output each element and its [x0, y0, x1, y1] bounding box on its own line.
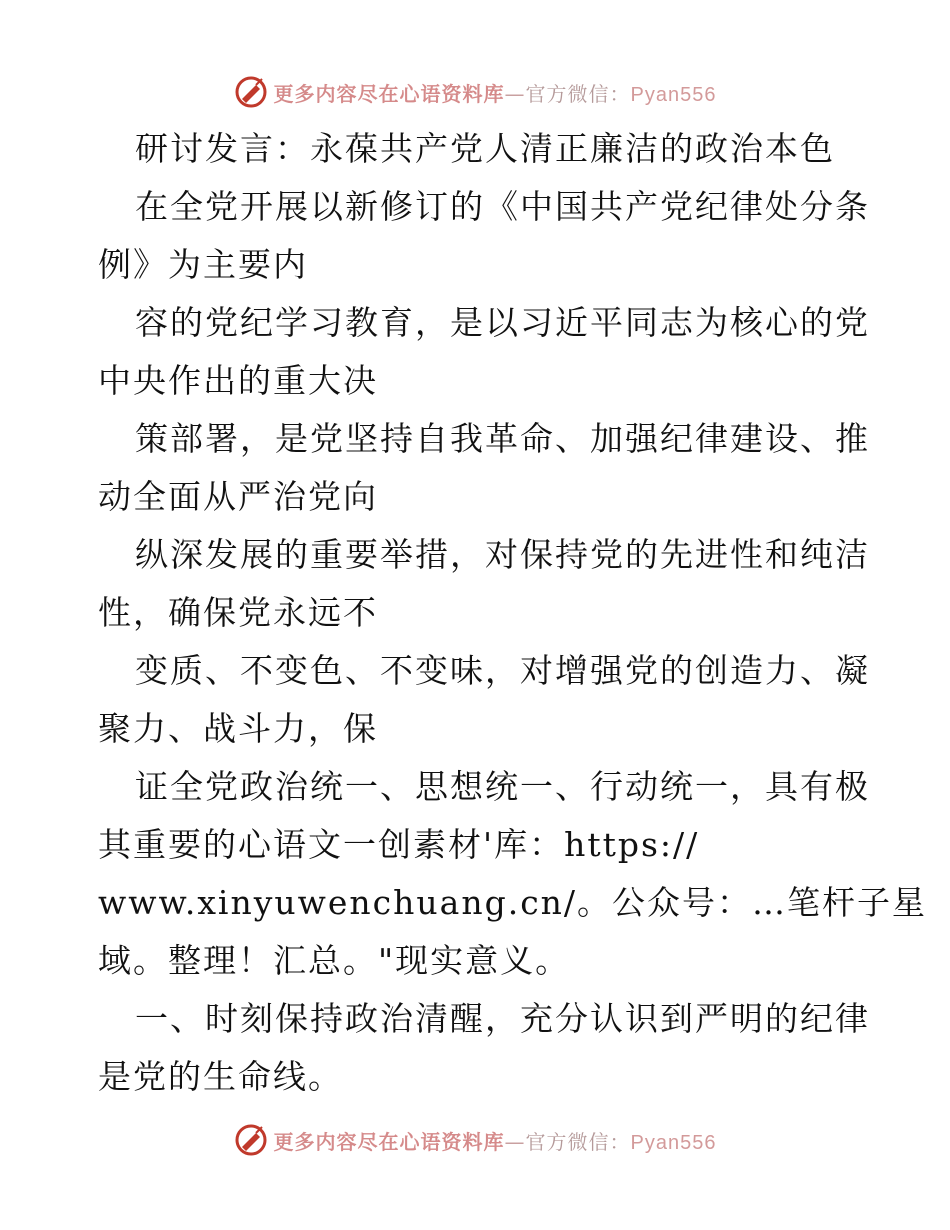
paragraph-line-with-url: www.xinyuwenchuang.cn/。公众号：…笔杆子星 [98, 883, 928, 922]
paragraph-line: 策部署，是党坚持自我革命、加强纪律建设、推 [135, 419, 870, 458]
paragraph-line: 域。整理！汇总。"现实意义。 [98, 941, 571, 980]
banner-brand: 更多内容尽在心语资料库 [273, 1129, 505, 1154]
banner-separator: — [504, 1129, 526, 1154]
paragraph-line: 变质、不变色、不变味，对增强党的创造力、凝 [135, 651, 870, 690]
banner-brand: 更多内容尽在心语资料库 [273, 81, 505, 106]
section-heading: 一、时刻保持政治清醒，充分认识到严明的纪律 [135, 999, 870, 1038]
paragraph-line: 证全党政治统一、思想统一、行动统一，具有极 [135, 767, 870, 806]
paragraph-line: 容的党纪学习教育，是以习近平同志为核心的党 [135, 303, 870, 342]
document-body [98, 120, 928, 1106]
paragraph-line: 中央作出的重大决 [98, 361, 378, 400]
banner-wechat-label: 官方微信： [525, 1129, 631, 1154]
paragraph-line: 动全面从严治党向 [98, 477, 378, 516]
pen-logo-icon [234, 1123, 268, 1157]
footer-banner [0, 1120, 950, 1160]
paragraph-line: 性，确保党永远不 [98, 593, 378, 632]
footer-banner-text [274, 1126, 717, 1155]
paragraph-line: 纵深发展的重要举措，对保持党的先进性和纯洁 [135, 535, 870, 574]
banner-wechat-id: Pyan556 [630, 83, 717, 106]
banner-separator: — [504, 81, 526, 106]
paragraph-line: 例》为主要内 [98, 245, 308, 284]
paragraph-line-with-url: 其重要的心语文一创素材'库：https:// [98, 825, 700, 864]
banner-wechat-id: Pyan556 [630, 1131, 717, 1154]
header-banner-text [274, 78, 717, 107]
document-title: 研讨发言：永葆共产党人清正廉洁的政治本色 [135, 129, 835, 168]
paragraph-line: 在全党开展以新修订的《中国共产党纪律处分条 [135, 187, 870, 226]
paragraph-line: 聚力、战斗力，保 [98, 709, 378, 748]
header-banner [0, 72, 950, 112]
pen-logo-icon [234, 75, 268, 109]
banner-wechat-label: 官方微信： [525, 81, 631, 106]
paragraph-line: 是党的生命线。 [98, 1057, 343, 1096]
